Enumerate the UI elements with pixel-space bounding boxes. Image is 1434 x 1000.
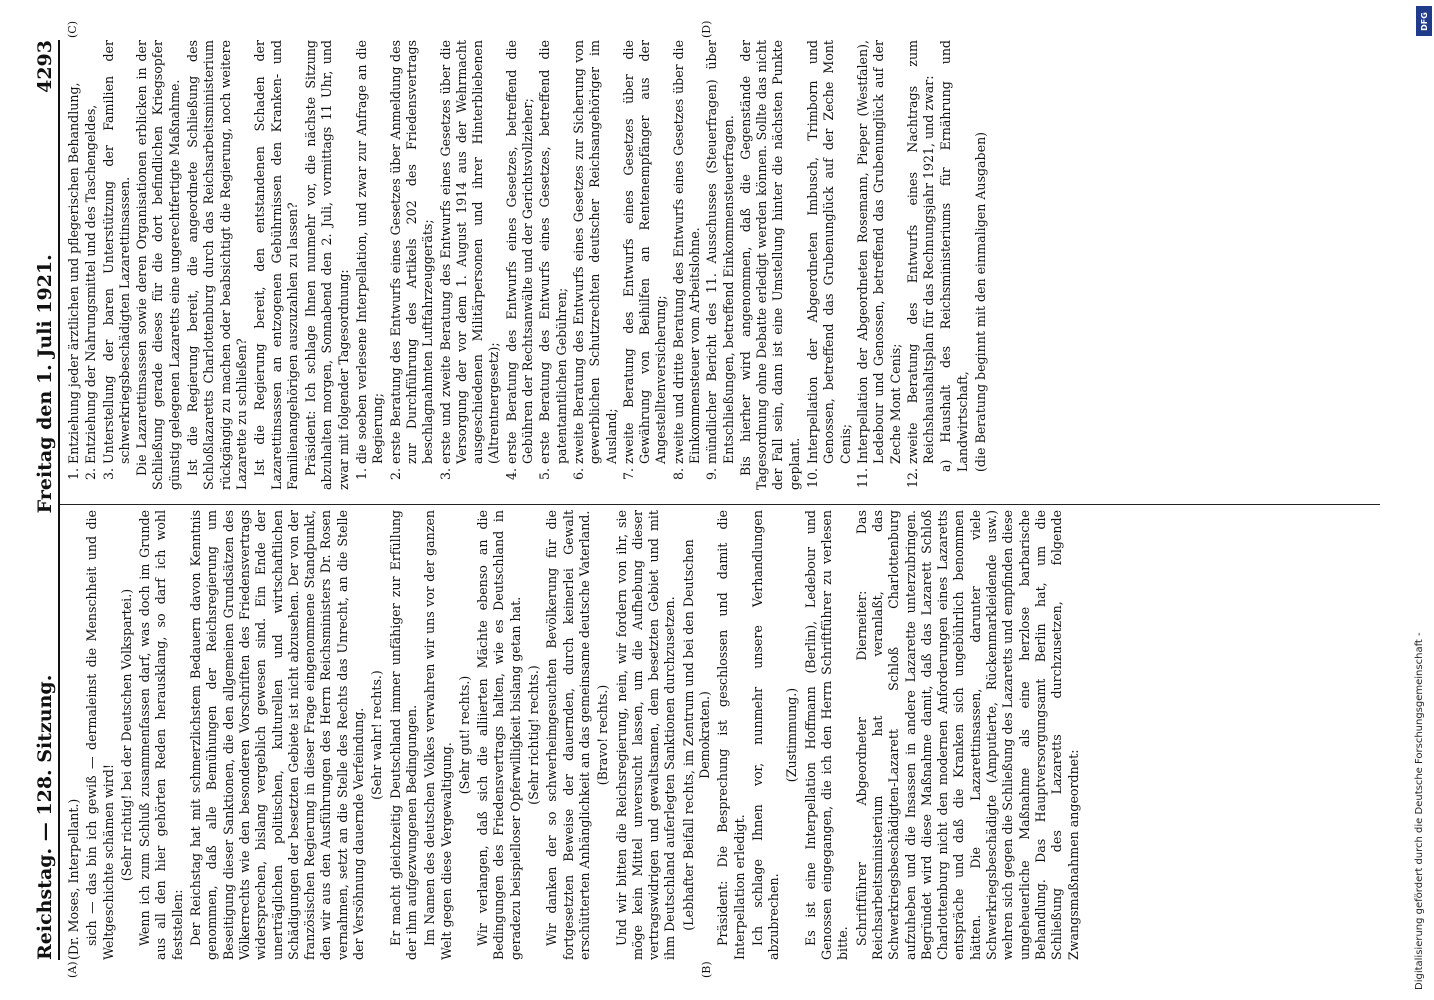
paragraph: sich — das bin ich gewiß — dermaleinst die Menschheit und die Weltgeschichte schämen wird! — [84, 510, 116, 960]
list-item: 3. Unterstellung der baren Unterstützung der Familien der schwerkriegsbeschädigten Lazarettinsassen. — [101, 40, 134, 464]
paragraph: Er macht gleichzeitig Deutschland immer unfähiger zur Erfüllung der ihm aufgezwungenen Bedingungen. — [387, 510, 419, 960]
president-statement: Präsident: Die Besprechung ist geschlossen und damit die Interpellation erledigt. — [715, 510, 747, 960]
agenda-item: 5. erste Beratung des Entwurfs eines Gesetzes, betreffend die patentamtlichen Gebühren; — [537, 40, 570, 464]
column-right — [66, 40, 1384, 490]
page-header — [30, 40, 60, 960]
agenda-item: 11. Interpellation der Abgeordneten Rosemann, Pieper (Westfalen), Ledebour und Genossen, betreffend das Grubenunglück auf der Zeche Mont Cenis; — [855, 40, 904, 464]
paragraph: Ist die Regierung bereit, die angeordnete Schließung des Schloßlazaretts Charlottenburg durch das Reichsarbeitsministerium rückgängig zu machen oder beabsichtigt die Regierung, noch weitere Lazarette zu schließen? — [185, 40, 249, 490]
paragraph: Der Reichstag hat mit schmerzlichstem Bedauern davon Kenntnis genommen, daß alle Bemühungen der Reichsregierung um Beseitigung dieser Sanktionen, die den allgemeinen Grundsätzen des Völkerrechts wie den besonderen Vorschriften des Friedensvertrags widersprechen, bislang vergeblich gewesen sind. Ein Ende der unerträglichen politischen, kulturellen und wirtschaftlichen Schädigungen der besetzten Gebiete ist nicht abzusehen. Der von der französischen Regierung in dieser Frage eingenommene Standpunkt, den wir aus den Ausführungen des Herrn Reichsministers Dr. Rosen vernahmen, setzt an die Stelle des Rechts das Unrecht, an die Stelle der Versöhnung dauernde Verfeindung. — [188, 510, 367, 960]
agenda-list-continued — [805, 40, 937, 490]
page-number: 4293 — [34, 40, 56, 93]
paragraph: Bis hierher wird angenommen, daß die Gegenstände der Tagesordnung ohne Debatte erledigt werden können. Sollte das nicht der Fall sein, dann ist eine Umstellung hinter die nächsten Punkte geplant. — [737, 40, 802, 490]
column-left — [66, 510, 1384, 960]
margin-mark-b: (B) — [700, 961, 713, 978]
reaction: (Bravo! rechts.) — [595, 684, 611, 786]
president-statement: Präsident: Ich schlage Ihnen nunmehr vor, die nächste Sitzung abzuhalten morgen, Sonnabend den 2. Juli, vormittags 11 Uhr, und zwar mit folgender Tagesordnung: — [303, 40, 351, 490]
agenda-item: 1. die soeben verlesene Interpellation, und zwar zur Anfrage an die Regierung; — [354, 40, 387, 464]
agenda-item: 10. Interpellation der Abgeordneten Imbusch, Trimborn und Genossen, betreffend das Grubenunglück auf der Zeche Mont Cenis; — [805, 40, 854, 464]
secretary-statement: Schriftführer Abgeordneter Dierneiter: Das Reichsarbeitsministerium hat veranlaßt, das Schwerkriegsbeschädigten-Lazarett Schloß Charlottenburg aufzuheben und die Insassen in andere Lazarette unterzubringen. Begründet wird diese Maßnahme damit, daß das Lazarett Schloß Charlottenburg nicht den modernen Anforderungen eines Lazaretts entspräche und daß die Kranken sich ungebührlich benommen hätten. Die Lazarettinsassen, darunter viele Schwerkriegsbeschädigte (Amputierte, Rückenmarkleidende usw.) wehren sich gegen die Schließung des Lazaretts und empfinden diese ungeheuerliche Maßnahme als eine herzlose barbarische Behandlung. Das Hauptversorgungsamt Berlin hat, um die Schließung des Lazaretts durchzusetzen, folgende Zwangsmaßnahmen angeordnet: — [853, 510, 1081, 960]
paragraph: Die Lazarettinsassen sowie deren Organisationen erblicken in der Schließung gerade dieses für die dort befindlichen Kriegsopfer günstig gelegenen Lazaretts eine ungerechtfertigte Maßnahme. — [134, 40, 182, 490]
margin-mark-a: (A) — [66, 961, 79, 978]
agenda-item: 9. mündlicher Bericht des 11. Ausschusses (Steuerfragen) über Entschließungen, betreffend Einkommensteuerfragen. — [704, 40, 737, 464]
reaction: (Sehr richtig! rechts.) — [526, 665, 542, 805]
column-divider — [60, 504, 1380, 505]
speaker-line: (Dr. Moses, Interpellant.) — [66, 798, 81, 960]
paragraph: Wenn ich zum Schluß zusammenfassen darf, was doch im Grunde aus all den hier gehörten Reden herausklang, so darf ich wohl feststellen: — [137, 510, 185, 960]
paragraph: Ich schlage Ihnen vor, nunmehr unsere Verhandlungen abzubrechen. — [749, 510, 782, 960]
list-item: 1. Entziehung jeder ärztlichen und pflegerischen Behandlung, — [66, 40, 82, 464]
reaction: (Lebhafter Beifall rechts, im Zentrum und bei den Deutschen Demokraten.) — [680, 539, 712, 931]
agenda-item: 12. zweite Beratung des Entwurfs eines Nachtrags zum Reichshaushaltsplan für das Rechnungsjahr 1921, und zwar: — [905, 40, 938, 464]
paragraph: Wir verlangen, daß sich die alliierten Mächte ebenso an die Bedingungen des Friedensvertrags halten, wie es Deutschland in geradezu beispielloser Opferwilligkeit bislang getan hat. — [475, 510, 523, 960]
paragraph: Ist die Regierung bereit, den entstandenen Schaden der Lazarettinsassen an entzogenen Gebührnissen den Kranken- und Familienangehörigen auszuzahlen zu lassen? — [252, 40, 300, 490]
agenda-item: 8. zweite und dritte Beratung des Entwurfs eines Gesetzes über die Einkommensteuer vom Arbeitslohne. — [671, 40, 704, 464]
reaction: (Sehr wahr! rechts.) — [369, 670, 385, 800]
margin-mark-c: (C) — [66, 21, 79, 38]
agenda-item: 6. zweite Beratung des Entwurfs eines Gesetzes zur Sicherung von gewerblichen Schutzrechten deutscher Reichsangehöriger im Ausland; — [571, 40, 620, 464]
dfg-logo — [1416, 6, 1432, 36]
digitization-credit: Digitalisierung gefördert durch die Deutsche Forschungsgemeinschaft - — [1414, 632, 1425, 990]
agenda-item: 3. erste und zweite Beratung des Entwurfs eines Gesetzes über die Versorgung der vor dem 1. August 1914 aus der Wehrmacht ausgeschiedenen Militärpersonen und ihrer Hinterbliebenen (Altrentnergesetz); — [438, 40, 503, 464]
header-date: Freitag den 1. Juli 1921. — [34, 254, 56, 514]
header-left: Reichstag. — 128. Sitzung. — [34, 674, 56, 960]
margin-mark-d: (D) — [700, 20, 713, 38]
reaction: (Sehr richtig! bei der Deutschen Volkspartei.) — [118, 588, 134, 882]
paragraph: Im Namen des deutschen Volkes verwahren wir uns vor der ganzen Welt gegen diese Vergewaltigung. — [422, 510, 454, 960]
measures-list — [66, 40, 133, 490]
list-item: 2. Entziehung der Nahrungsmittel und des Taschengeldes, — [83, 40, 99, 464]
agenda-subitem: a) Haushalt des Reichsministeriums für Ernährung und Landwirtschaft, — [938, 40, 970, 472]
reaction: (Zustimmung.) — [784, 687, 800, 783]
paragraph: Es ist eine Interpellation Hoffmann (Berlin), Ledebour und Genossen eingegangen, die ich den Herrn Schriftführer zu verlesen bitte. — [802, 510, 851, 960]
agenda-subitem-note: (die Beratung beginnt mit den einmaligen Ausgaben) — [973, 131, 989, 472]
paragraph: Wir danken der so schwerheimgesuchten Bevölkerung für die fortgesetzten Beweise der dauernden, durch keinerlei Gewalt erschütterten Anhänglichkeit an das gemeinsame deutsche Vaterland. — [544, 510, 592, 960]
paragraph: Und wir bitten die Reichsregierung, nein, wir fordern von ihr, sie möge kein Mittel unversucht lassen, um die Aufhebung dieser vertragswidrigen und gewaltsamen, dem besetzten Gebiet und mit ihm Deutschland auferlegten Sanktionen durchzusetzen. — [613, 510, 678, 960]
agenda-item: 7. zweite Beratung des Entwurfs eines Gesetzes über die Gewährung von Beihilfen an Rentenempfänger aus der Angestelltenversicherung; — [621, 40, 670, 464]
reaction: (Sehr gut! rechts.) — [456, 675, 472, 795]
dfg-logo-text: DFG — [1419, 11, 1429, 31]
agenda-list — [354, 40, 737, 490]
agenda-item: 4. erste Beratung des Entwurfs eines Gesetzes, betreffend die Gebühren der Rechtsanwälte und der Gerichtsvollzieher; — [504, 40, 537, 464]
agenda-item: 2. erste Beratung des Entwurfs eines Gesetzes über Anmeldung des zur Durchführung des Artikels 202 des Friedensvertrags beschlagnahmten Luftfahrzeuggeräts; — [388, 40, 437, 464]
